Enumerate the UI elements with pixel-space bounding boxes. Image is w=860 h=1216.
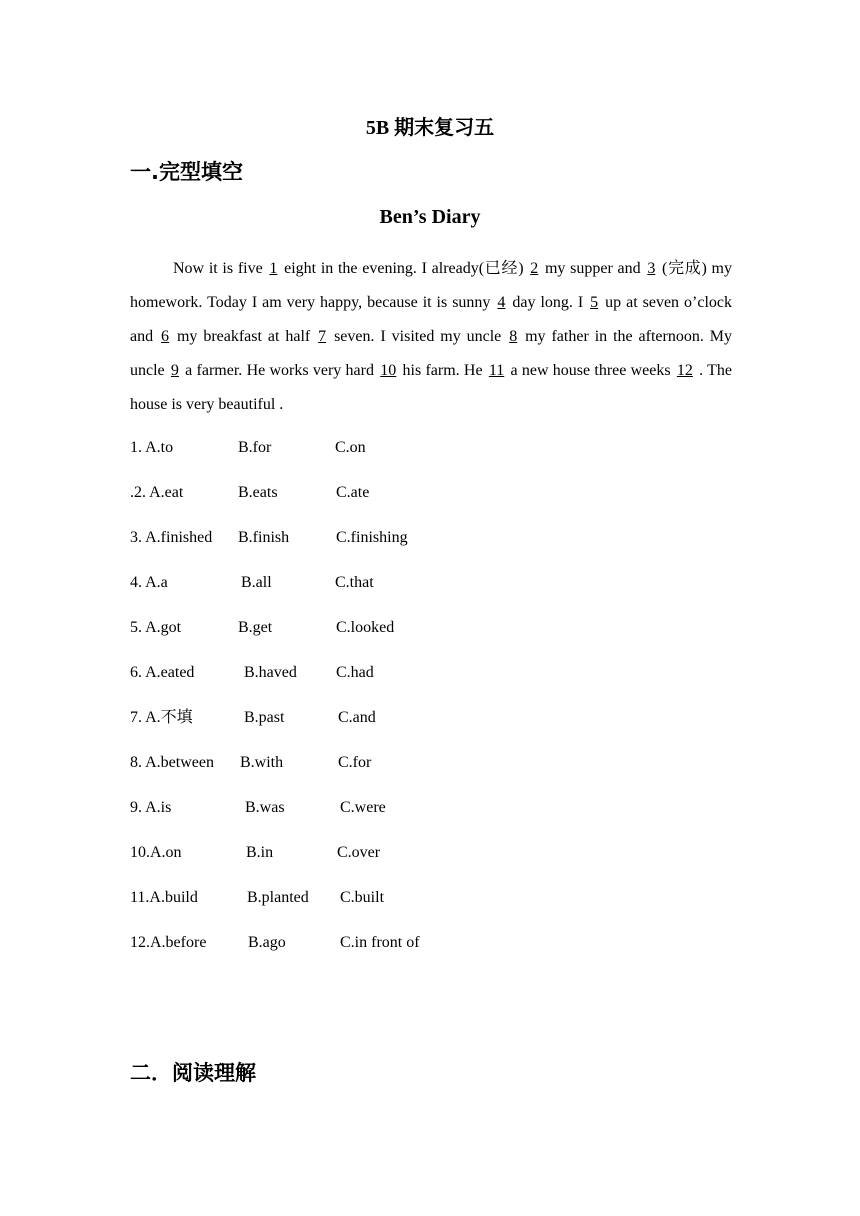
option-row xyxy=(130,659,730,704)
option-a: 9. A.is xyxy=(130,799,172,816)
passage-text: my supper and xyxy=(540,260,646,277)
passage-text: . The house is very beautiful . xyxy=(130,362,733,413)
passage-text: a farmer. He works very hard xyxy=(180,362,379,379)
passage-text: eight in the evening. I already(已经) xyxy=(279,260,529,277)
blank-number: 4 xyxy=(497,294,506,311)
option-row xyxy=(130,794,730,839)
blank-number: 5 xyxy=(590,294,599,311)
option-a: 10.A.on xyxy=(130,844,182,861)
option-c: C.had xyxy=(336,664,374,681)
option-c: C.in front of xyxy=(340,934,420,951)
option-c: C.ate xyxy=(336,484,370,501)
blank-number: 11 xyxy=(488,362,505,379)
blank-number: 2 xyxy=(530,260,539,277)
option-b: B.eats xyxy=(238,484,278,501)
option-b: B.finish xyxy=(238,529,290,546)
passage-text: my breakfast at half xyxy=(171,328,317,345)
option-row xyxy=(130,434,730,479)
passage-text: Now it is five xyxy=(173,260,268,277)
option-b: B.past xyxy=(244,709,285,726)
option-a: 1. A.to xyxy=(130,439,174,456)
option-a: 12.A.before xyxy=(130,934,207,951)
option-c: C.finishing xyxy=(336,529,408,546)
option-a: 11.A.build xyxy=(130,889,198,906)
option-b: B.get xyxy=(238,619,273,636)
option-c: C.for xyxy=(338,754,372,771)
passage-text: (完成) my homework. Today I am very happy, because it is sunny xyxy=(130,260,732,311)
option-b: B.planted xyxy=(247,889,309,906)
cloze-passage xyxy=(130,252,732,422)
option-b: B.was xyxy=(245,799,285,816)
answer-options-list xyxy=(130,434,730,974)
option-row xyxy=(130,614,730,659)
option-a: 3. A.finished xyxy=(130,529,213,546)
blank-number: 7 xyxy=(318,328,327,345)
option-b: B.in xyxy=(246,844,274,861)
passage-text: day long. I xyxy=(507,294,589,311)
option-row xyxy=(130,524,730,569)
option-row xyxy=(130,839,730,884)
section-heading-cloze: 一.完型填空 xyxy=(130,160,243,184)
option-row xyxy=(130,569,730,614)
blank-number: 8 xyxy=(509,328,518,345)
passage-text: my father in the afternoon. My uncle xyxy=(130,328,732,379)
option-c: C.looked xyxy=(336,619,395,636)
option-row xyxy=(130,479,730,524)
option-a: 7. A.不填 xyxy=(130,709,193,726)
option-c: C.and xyxy=(338,709,376,726)
option-b: B.haved xyxy=(244,664,297,681)
option-b: B.with xyxy=(240,754,284,771)
option-a: .2. A.eat xyxy=(130,484,184,501)
option-c: C.over xyxy=(337,844,381,861)
passage-text: his farm. He xyxy=(398,362,487,379)
document-title: 5B 期末复习五 xyxy=(365,117,495,139)
passage-text: a new house three weeks xyxy=(506,362,675,379)
option-a: 5. A.got xyxy=(130,619,182,636)
option-row xyxy=(130,749,730,794)
blank-number: 12 xyxy=(676,362,693,379)
option-row xyxy=(130,884,730,929)
section-heading-reading: 二．阅读理解 xyxy=(130,1061,256,1085)
option-row xyxy=(130,704,730,749)
option-b: B.ago xyxy=(248,934,286,951)
passage-text: up at seven o’clock and xyxy=(130,294,733,345)
passage-title: Ben’s Diary xyxy=(379,206,481,228)
option-a: 8. A.between xyxy=(130,754,214,771)
option-c: C.that xyxy=(335,574,374,591)
blank-number: 6 xyxy=(161,328,170,345)
option-c: C.on xyxy=(335,439,366,456)
option-a: 6. A.eated xyxy=(130,664,195,681)
option-b: B.all xyxy=(241,574,272,591)
blank-number: 9 xyxy=(170,362,179,379)
passage-text: seven. I visited my uncle xyxy=(328,328,508,345)
blank-number: 3 xyxy=(647,260,656,277)
option-c: C.built xyxy=(340,889,385,906)
blank-number: 1 xyxy=(269,260,278,277)
option-c: C.were xyxy=(340,799,386,816)
option-a: 4. A.a xyxy=(130,574,168,591)
blank-number: 10 xyxy=(380,362,397,379)
option-b: B.for xyxy=(238,439,272,456)
option-row xyxy=(130,929,730,974)
